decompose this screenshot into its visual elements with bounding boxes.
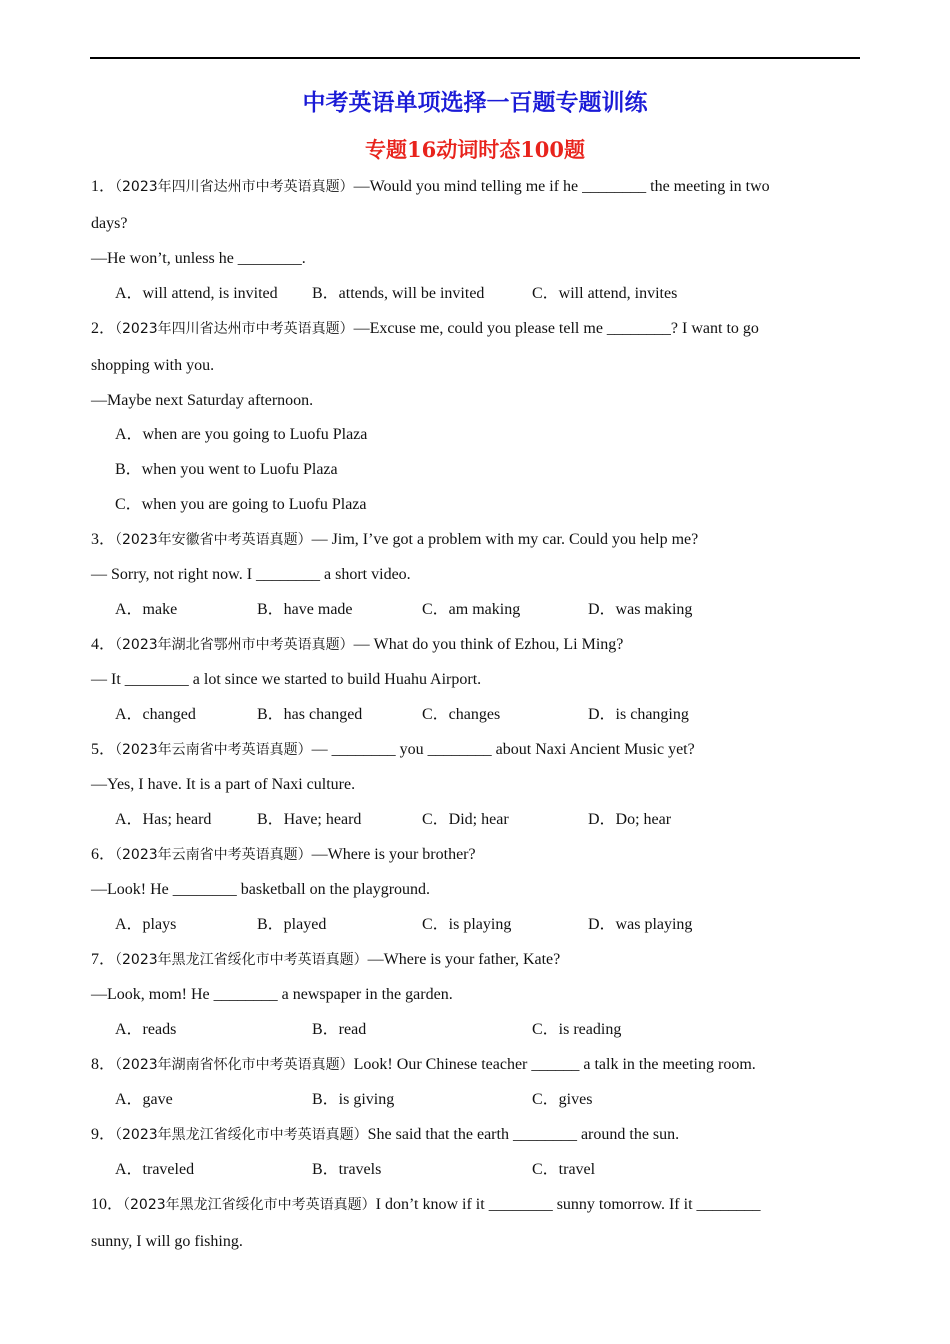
question-source: （2023年云南省中考英语真题） — [115, 742, 312, 758]
question-8-line-1: 8．（2023年湖南省怀化市中考英语真题）Look! Our Chinese teacher ______ a talk in the meeting room. — [91, 1056, 756, 1073]
question-9-option-a: A．traveled — [115, 1161, 195, 1178]
question-1-option-a: A．will attend, is invited — [115, 285, 278, 302]
page-title: 中考英语单项选择一百题专题训练 — [302, 89, 648, 116]
question-source: （2023年黑龙江省绥化市中考英语真题） — [123, 1197, 376, 1213]
question-1-option-b: B．attends, will be invited — [312, 285, 485, 302]
question-source: （2023年黑龙江省绥化市中考英语真题） — [115, 952, 368, 968]
question-source: （2023年安徽省中考英语真题） — [115, 532, 312, 548]
question-4-option-a: A．changed — [115, 706, 196, 723]
question-1-line-2: days? — [91, 215, 128, 232]
question-3-option-a: A．make — [115, 601, 178, 618]
question-1-option-c: C．will attend, invites — [532, 285, 678, 302]
question-2-line-3: —Maybe next Saturday afternoon. — [91, 392, 314, 409]
question-source: （2023年云南省中考英语真题） — [115, 847, 312, 863]
question-4-line-2: — It ________ a lot since we started to build Huahu Airport. — [91, 671, 482, 688]
question-5-option-a: A．Has; heard — [115, 811, 212, 828]
question-2-line-2: shopping with you. — [91, 357, 215, 374]
question-source: （2023年湖北省鄂州市中考英语真题） — [115, 637, 354, 653]
question-6-line-1: 6．（2023年云南省中考英语真题）—Where is your brother? — [91, 846, 476, 863]
question-6-option-d: D．was playing — [588, 916, 693, 933]
question-8-option-c: C．gives — [532, 1091, 593, 1108]
question-9-option-c: C．travel — [532, 1161, 596, 1178]
question-5-option-b: B．Have; heard — [257, 811, 362, 828]
question-4-option-d: D．is changing — [588, 706, 689, 723]
question-6-option-a: A．plays — [115, 916, 177, 933]
question-7-line-2: —Look, mom! He ________ a newspaper in the garden. — [91, 986, 453, 1003]
question-1-line-1: 1．（2023年四川省达州市中考英语真题）—Would you mind telling me if he ________ the meeting in two — [91, 178, 770, 195]
question-6-option-b: B．played — [257, 916, 327, 933]
question-8-option-b: B．is giving — [312, 1091, 395, 1108]
question-5-line-1: 5．（2023年云南省中考英语真题）— ________ you ________ about Naxi Ancient Music yet? — [91, 741, 695, 758]
question-source: （2023年四川省达州市中考英语真题） — [115, 179, 354, 195]
question-7-option-a: A．reads — [115, 1021, 177, 1038]
question-4-line-1: 4．（2023年湖北省鄂州市中考英语真题）— What do you think of Ezhou, Li Ming? — [91, 636, 624, 653]
question-7-line-1: 7．（2023年黑龙江省绥化市中考英语真题）—Where is your father, Kate? — [91, 951, 561, 968]
question-2-option-a: A．when are you going to Luofu Plaza — [115, 426, 368, 443]
question-source: （2023年黑龙江省绥化市中考英语真题） — [115, 1127, 368, 1143]
question-4-option-c: C．changes — [422, 706, 501, 723]
question-9-line-1: 9．（2023年黑龙江省绥化市中考英语真题）She said that the earth ________ around the sun. — [91, 1126, 680, 1143]
question-9-option-b: B．travels — [312, 1161, 382, 1178]
question-7-option-b: B．read — [312, 1021, 367, 1038]
question-1-line-3: —He won’t, unless he ________. — [91, 250, 306, 267]
question-6-line-2: —Look! He ________ basketball on the playground. — [91, 881, 431, 898]
question-2-option-b: B．when you went to Luofu Plaza — [115, 461, 338, 478]
question-3-option-d: D．was making — [588, 601, 693, 618]
question-10-line-1: 10．（2023年黑龙江省绥化市中考英语真题）I don’t know if it ________ sunny tomorrow. If it ________ — [91, 1196, 761, 1213]
question-6-option-c: C．is playing — [422, 916, 512, 933]
question-10-line-2: sunny, I will go fishing. — [91, 1233, 243, 1250]
question-5-option-d: D．Do; hear — [588, 811, 672, 828]
question-source: （2023年湖南省怀化市中考英语真题） — [115, 1057, 354, 1073]
header-rule — [90, 57, 860, 59]
question-source: （2023年四川省达州市中考英语真题） — [115, 321, 354, 337]
question-2-line-1: 2．（2023年四川省达州市中考英语真题）—Excuse me, could you please tell me ________? I want to go — [91, 320, 759, 337]
question-3-line-2: — Sorry, not right now. I ________ a short video. — [91, 566, 411, 583]
question-4-option-b: B．has changed — [257, 706, 363, 723]
question-5-option-c: C．Did; hear — [422, 811, 509, 828]
question-3-option-b: B．have made — [257, 601, 353, 618]
question-3-line-1: 3．（2023年安徽省中考英语真题）— Jim, I’ve got a problem with my car. Could you help me? — [91, 531, 699, 548]
question-5-line-2: —Yes, I have. It is a part of Naxi culture. — [91, 776, 356, 793]
question-2-option-c: C．when you are going to Luofu Plaza — [115, 496, 367, 513]
page-subtitle: 专题16动词时态100题 — [364, 137, 586, 162]
question-8-option-a: A．gave — [115, 1091, 173, 1108]
question-7-option-c: C．is reading — [532, 1021, 622, 1038]
question-3-option-c: C．am making — [422, 601, 521, 618]
